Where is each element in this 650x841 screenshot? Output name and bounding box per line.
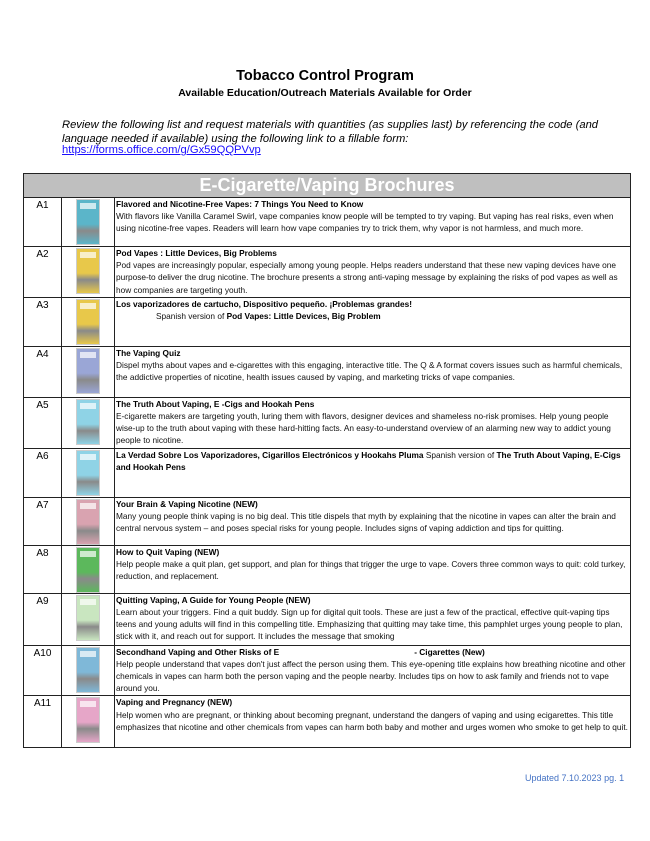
item-title: The Truth About Vaping, E -Cigs and Hookah Pens bbox=[116, 398, 315, 409]
brochure-cover-image bbox=[76, 450, 100, 496]
brochure-cover-image bbox=[76, 299, 100, 345]
item-code: A7 bbox=[24, 497, 62, 545]
page-subtitle: Available Education/Outreach Materials Available for Order bbox=[178, 87, 472, 99]
table-row bbox=[24, 198, 631, 247]
item-title: Flavored and Nicotine-Free Vapes: 7 Things You Need to Know bbox=[116, 199, 364, 209]
item-details bbox=[115, 696, 631, 748]
item-title: The Vaping Quiz bbox=[116, 347, 181, 358]
brochure-cover-cell bbox=[62, 696, 115, 748]
footer-page-info: Updated 7.10.2023 pg. 1 bbox=[525, 773, 625, 783]
item-title: How to Quit Vaping (NEW) bbox=[116, 546, 220, 557]
brochure-cover-cell bbox=[62, 545, 115, 593]
item-description-title: Pod Vapes: Little Devices, Big Problem bbox=[226, 311, 381, 322]
item-title: La Verdad Sobre Los Vaporizadores, Cigarillos Electrónicos y Hookahs Pluma bbox=[116, 449, 424, 460]
item-description: Help people understand that vapes don't just affect the person using them. This eye-opening title explains how breathing nicotine and other chemicals in vapes can harm both the person vaping and the people nearby. Includes tips on how to ask family and friends not to vape around you. bbox=[116, 658, 626, 694]
item-title-suffix: - Cigarettes (New) bbox=[414, 646, 485, 657]
section-title: E-Cigarette/Vaping Brochures bbox=[24, 174, 631, 198]
item-code: A6 bbox=[24, 448, 62, 497]
item-details bbox=[115, 448, 631, 497]
section-header-row bbox=[24, 174, 631, 198]
brochure-cover-image bbox=[76, 399, 100, 445]
brochure-cover-image bbox=[76, 547, 100, 593]
item-title: Secondhand Vaping and Other Risks of E bbox=[116, 646, 280, 657]
item-details bbox=[115, 247, 631, 298]
item-description: Pod vapes are increasingly popular, especially among young people. Helps readers understand that these new vaping devices have one purpose-to deliver the drug nicotine. The brochure presents a strong anti-vaping message by explaining the risks of pod vapes as well as how companies are targeting youth. bbox=[116, 260, 618, 295]
item-details bbox=[115, 593, 631, 645]
table-row bbox=[24, 593, 631, 645]
brochure-cover-cell bbox=[62, 397, 115, 448]
brochure-cover-image bbox=[76, 248, 100, 294]
brochure-cover-image bbox=[76, 697, 100, 743]
brochure-cover-cell bbox=[62, 247, 115, 298]
item-description: E-cigarette makers are targeting youth, luring them with flavors, designer devices and shameless no-risk promises. Help young people wise-up to the truth about vaping with these hard-hitting facts. An easy-to-understand overview of an alarming new way to addict young people to nicotine. bbox=[116, 411, 611, 446]
item-description: Help women who are pregnant, or thinking about becoming pregnant, understand the dangers of vaping and using ecigarettes. This title emphasizes that nicotine and other chemicals from vapes can harm both baby and mother and urges women who smoke to get help to quit. bbox=[116, 709, 628, 732]
table-row bbox=[24, 448, 631, 497]
item-code: A3 bbox=[24, 297, 62, 346]
item-code: A9 bbox=[24, 593, 62, 645]
item-description-prefix: Spanish version of bbox=[425, 449, 497, 460]
item-code: A11 bbox=[24, 696, 62, 748]
item-details bbox=[115, 346, 631, 397]
brochure-cover-image bbox=[76, 595, 100, 641]
brochure-cover-cell bbox=[62, 497, 115, 545]
table-row bbox=[24, 497, 631, 545]
brochure-cover-image bbox=[76, 647, 100, 693]
table-row bbox=[24, 645, 631, 696]
item-title: Los vaporizadores de cartucho, Dispositivo pequeño. ¡Problemas grandes! bbox=[116, 298, 412, 309]
item-description: Learn about your triggers. Find a quit buddy. Sign up for digital quit tools. These are just a few of the practical, effective quit-vaping tips teens and young adults will find in this compelling title. Emphasizing that quitting may take time, this pamphlet urges young people to plan, stick with it, and reach out for support. It includes the message that smoking bbox=[116, 606, 623, 642]
table-row bbox=[24, 397, 631, 448]
order-form-link[interactable]: https://forms.office.com/g/Gx59QQPVvp bbox=[62, 144, 261, 156]
intro-text: Review the following list and request materials with quantities (as supplies last) by referencing the code (and language needed if available) using the following link to a fillable form: bbox=[62, 119, 599, 145]
item-details bbox=[115, 397, 631, 448]
table-row bbox=[24, 346, 631, 397]
item-details bbox=[115, 297, 631, 346]
item-title: Quitting Vaping, A Guide for Young People (NEW) bbox=[116, 594, 311, 605]
brochure-cover-image bbox=[76, 499, 100, 545]
brochure-cover-cell bbox=[62, 645, 115, 696]
item-code: A8 bbox=[24, 545, 62, 593]
item-details bbox=[115, 545, 631, 593]
brochure-cover-cell bbox=[62, 346, 115, 397]
item-description-prefix: Spanish version of bbox=[156, 311, 227, 322]
item-details bbox=[115, 198, 631, 247]
table-row bbox=[24, 297, 631, 346]
table-row bbox=[24, 247, 631, 298]
item-code: A2 bbox=[24, 247, 62, 298]
item-details bbox=[115, 497, 631, 545]
item-description-title: The Truth About Vaping, E-Cigs and Hookah Pens bbox=[116, 449, 621, 472]
item-title: Your Brain & Vaping Nicotine (NEW) bbox=[116, 498, 258, 509]
item-code: A10 bbox=[24, 645, 62, 696]
item-description: Help people make a quit plan, get support, and plan for things that trigger the urge to vape. Covers three common ways to quit: cold turkey, reduction, and replacement. bbox=[116, 558, 626, 582]
brochures-table bbox=[23, 173, 631, 748]
brochure-cover-cell bbox=[62, 297, 115, 346]
item-details bbox=[115, 645, 631, 696]
table-row bbox=[24, 545, 631, 593]
item-description: Dispel myths about vapes and e-cigarettes with this engaging, interactive title. The Q & A format covers issues such as harmful chemicals, the addictive properties of nicotine, health issues caused by vaping, and marketing tricks of vape companies. bbox=[116, 360, 623, 383]
brochure-cover-cell bbox=[62, 448, 115, 497]
item-code: A5 bbox=[24, 397, 62, 448]
item-description: With flavors like Vanilla Caramel Swirl, vape companies know people will be tempted to try vaping. But vaping has real risks, even when using nicotine-free vapes. Readers will learn how vape companies try to trick them, why vapor is not harmless, and much more. bbox=[116, 211, 614, 234]
page-title: Tobacco Control Program bbox=[236, 68, 414, 84]
item-title: Vaping and Pregnancy (NEW) bbox=[116, 697, 233, 708]
brochure-cover-image bbox=[76, 199, 100, 245]
item-title: Pod Vapes : Little Devices, Big Problems bbox=[116, 248, 277, 258]
brochure-cover-image bbox=[76, 348, 100, 394]
brochure-cover-cell bbox=[62, 593, 115, 645]
item-code: A4 bbox=[24, 346, 62, 397]
item-code: A1 bbox=[24, 198, 62, 247]
table-row bbox=[24, 696, 631, 748]
brochure-cover-cell bbox=[62, 198, 115, 247]
item-description: Many young people think vaping is no big deal. This title dispels that myth by explaining that the nicotine in vapes can alter the brain and central nervous system – and poses special risks for young people. Includes signs of vaping addiction and tips for quitting. bbox=[116, 510, 616, 534]
